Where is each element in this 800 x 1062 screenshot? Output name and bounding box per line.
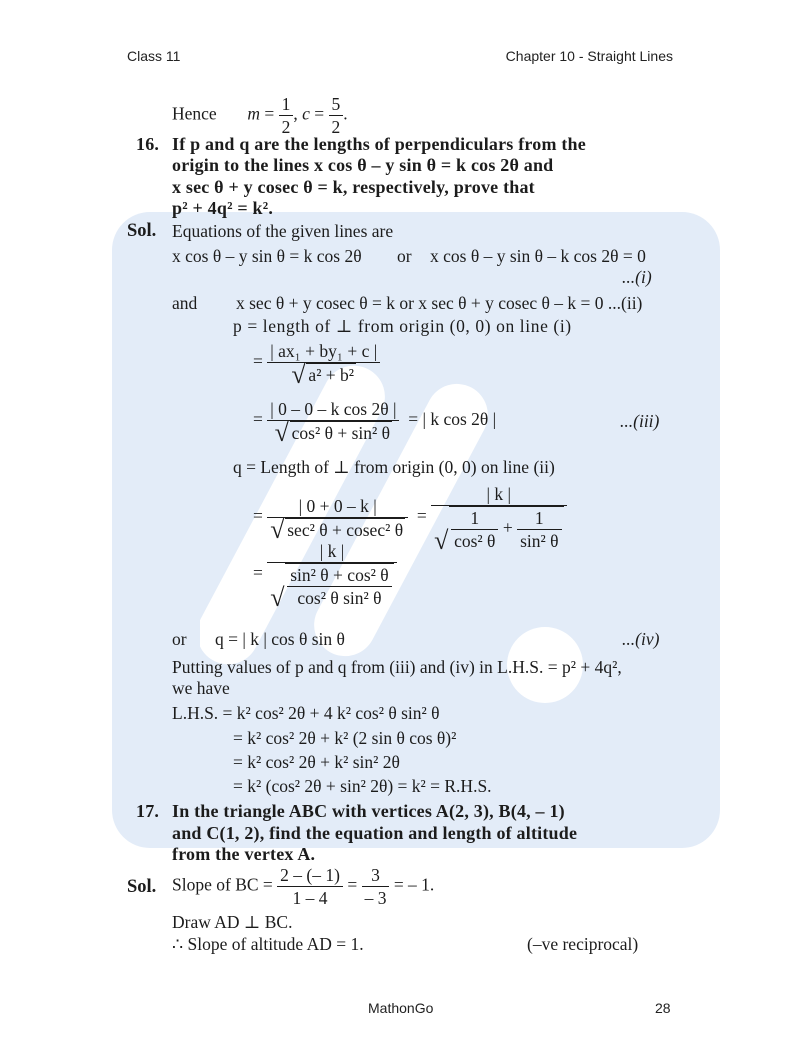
tag-i: ...(i): [622, 267, 652, 287]
q-formula: = | 0 + 0 – k | √ sec² θ + cosec² θ = | k | √ $\frac{1}{\text{cos² θ}}$ + $\frac{1}{\text{sin² θ}}$: [253, 483, 567, 552]
question-16-number: 16.: [136, 134, 160, 154]
slope-altitude: ∴ Slope of altitude AD = 1.: [172, 934, 364, 954]
slope-bc: Slope of BC = $\frac{2 - (- 1)}{1 - 4}$ = $\frac{3}{- 3}$ = – 1.: [172, 865, 435, 908]
q-result: q = | k | cos θ sin θ: [215, 629, 345, 649]
question-17-line-2: and C(1, 2), find the equation and length of altitude: [172, 823, 578, 843]
draw-ad: Draw AD ⊥ BC.: [172, 912, 293, 932]
question-17-number: 17.: [136, 801, 160, 821]
question-16-line-4: p² + 4q² = k².: [172, 198, 274, 218]
header-chapter: Chapter 10 - Straight Lines: [505, 48, 673, 64]
equation-or: or: [397, 246, 412, 266]
question-16-line-3: x sec θ + y cosec θ = k, respectively, prove that: [172, 177, 535, 197]
equation-line-i-a: x cos θ – y sin θ = k cos 2θ: [172, 246, 362, 266]
reciprocal-note: (–ve reciprocal): [527, 934, 639, 954]
solution-16-label: Sol.: [127, 221, 157, 241]
hence-line: Hence m = $\frac{1}{2}$ , c = $\frac{5}{2}$ .: [172, 94, 348, 137]
solution-16-intro: Equations of the given lines are: [172, 221, 394, 241]
equation-line-i-b: x cos θ – y sin θ – k cos 2θ = 0: [430, 246, 646, 266]
solution-17-label: Sol.: [127, 877, 157, 897]
question-16-line-2: origin to the lines x cos θ – y sin θ = k cos 2θ and: [172, 155, 554, 175]
equation-line-ii: x sec θ + y cosec θ = k or x sec θ + y cosec θ – k = 0 ...(ii): [236, 293, 643, 313]
q-simplified: = | k | √ $\frac{\text{sin² θ + cos² θ}}{\text{cos² θ sin² θ}}$: [253, 540, 397, 609]
lhs-step-4: = k² (cos² 2θ + sin² 2θ) = k² = R.H.S.: [233, 776, 492, 796]
page-number: 28: [655, 1000, 671, 1016]
we-have: we have: [172, 678, 230, 698]
and-word: and: [172, 293, 198, 313]
header-class: Class 11: [127, 48, 181, 64]
lhs-step-3: = k² cos² 2θ + k² sin² 2θ: [233, 752, 400, 772]
q-definition: q = Length of ⊥ from origin (0, 0) on line (ii): [233, 457, 555, 477]
question-17-line-3: from the vertex A.: [172, 844, 316, 864]
lhs-step-2: = k² cos² 2θ + k² (2 sin θ cos θ)²: [233, 728, 457, 748]
footer-brand: MathonGo: [368, 1000, 434, 1016]
putting-values: Putting values of p and q from (iii) and (iv) in L.H.S. = p² + 4q²,: [172, 657, 622, 677]
tag-iii: ...(iii): [620, 411, 660, 431]
p-definition: p = length of ⊥ from origin (0, 0) on line (i): [233, 316, 572, 336]
or-word: or: [172, 629, 187, 649]
tag-iv: ...(iv): [622, 629, 660, 649]
p-formula: = | ax₁ + by₁ + c | √ a² + b²: [253, 340, 380, 386]
p-evaluation: = | 0 – 0 – k cos 2θ | √ cos² θ + sin² θ = | k cos 2θ |: [253, 398, 496, 444]
question-16-line-1: If p and q are the lengths of perpendiculars from the: [172, 134, 586, 154]
lhs-step-1: L.H.S. = k² cos² 2θ + 4 k² cos² θ sin² θ: [172, 703, 440, 723]
question-17-line-1: In the triangle ABC with vertices A(2, 3), B(4, – 1): [172, 801, 565, 821]
